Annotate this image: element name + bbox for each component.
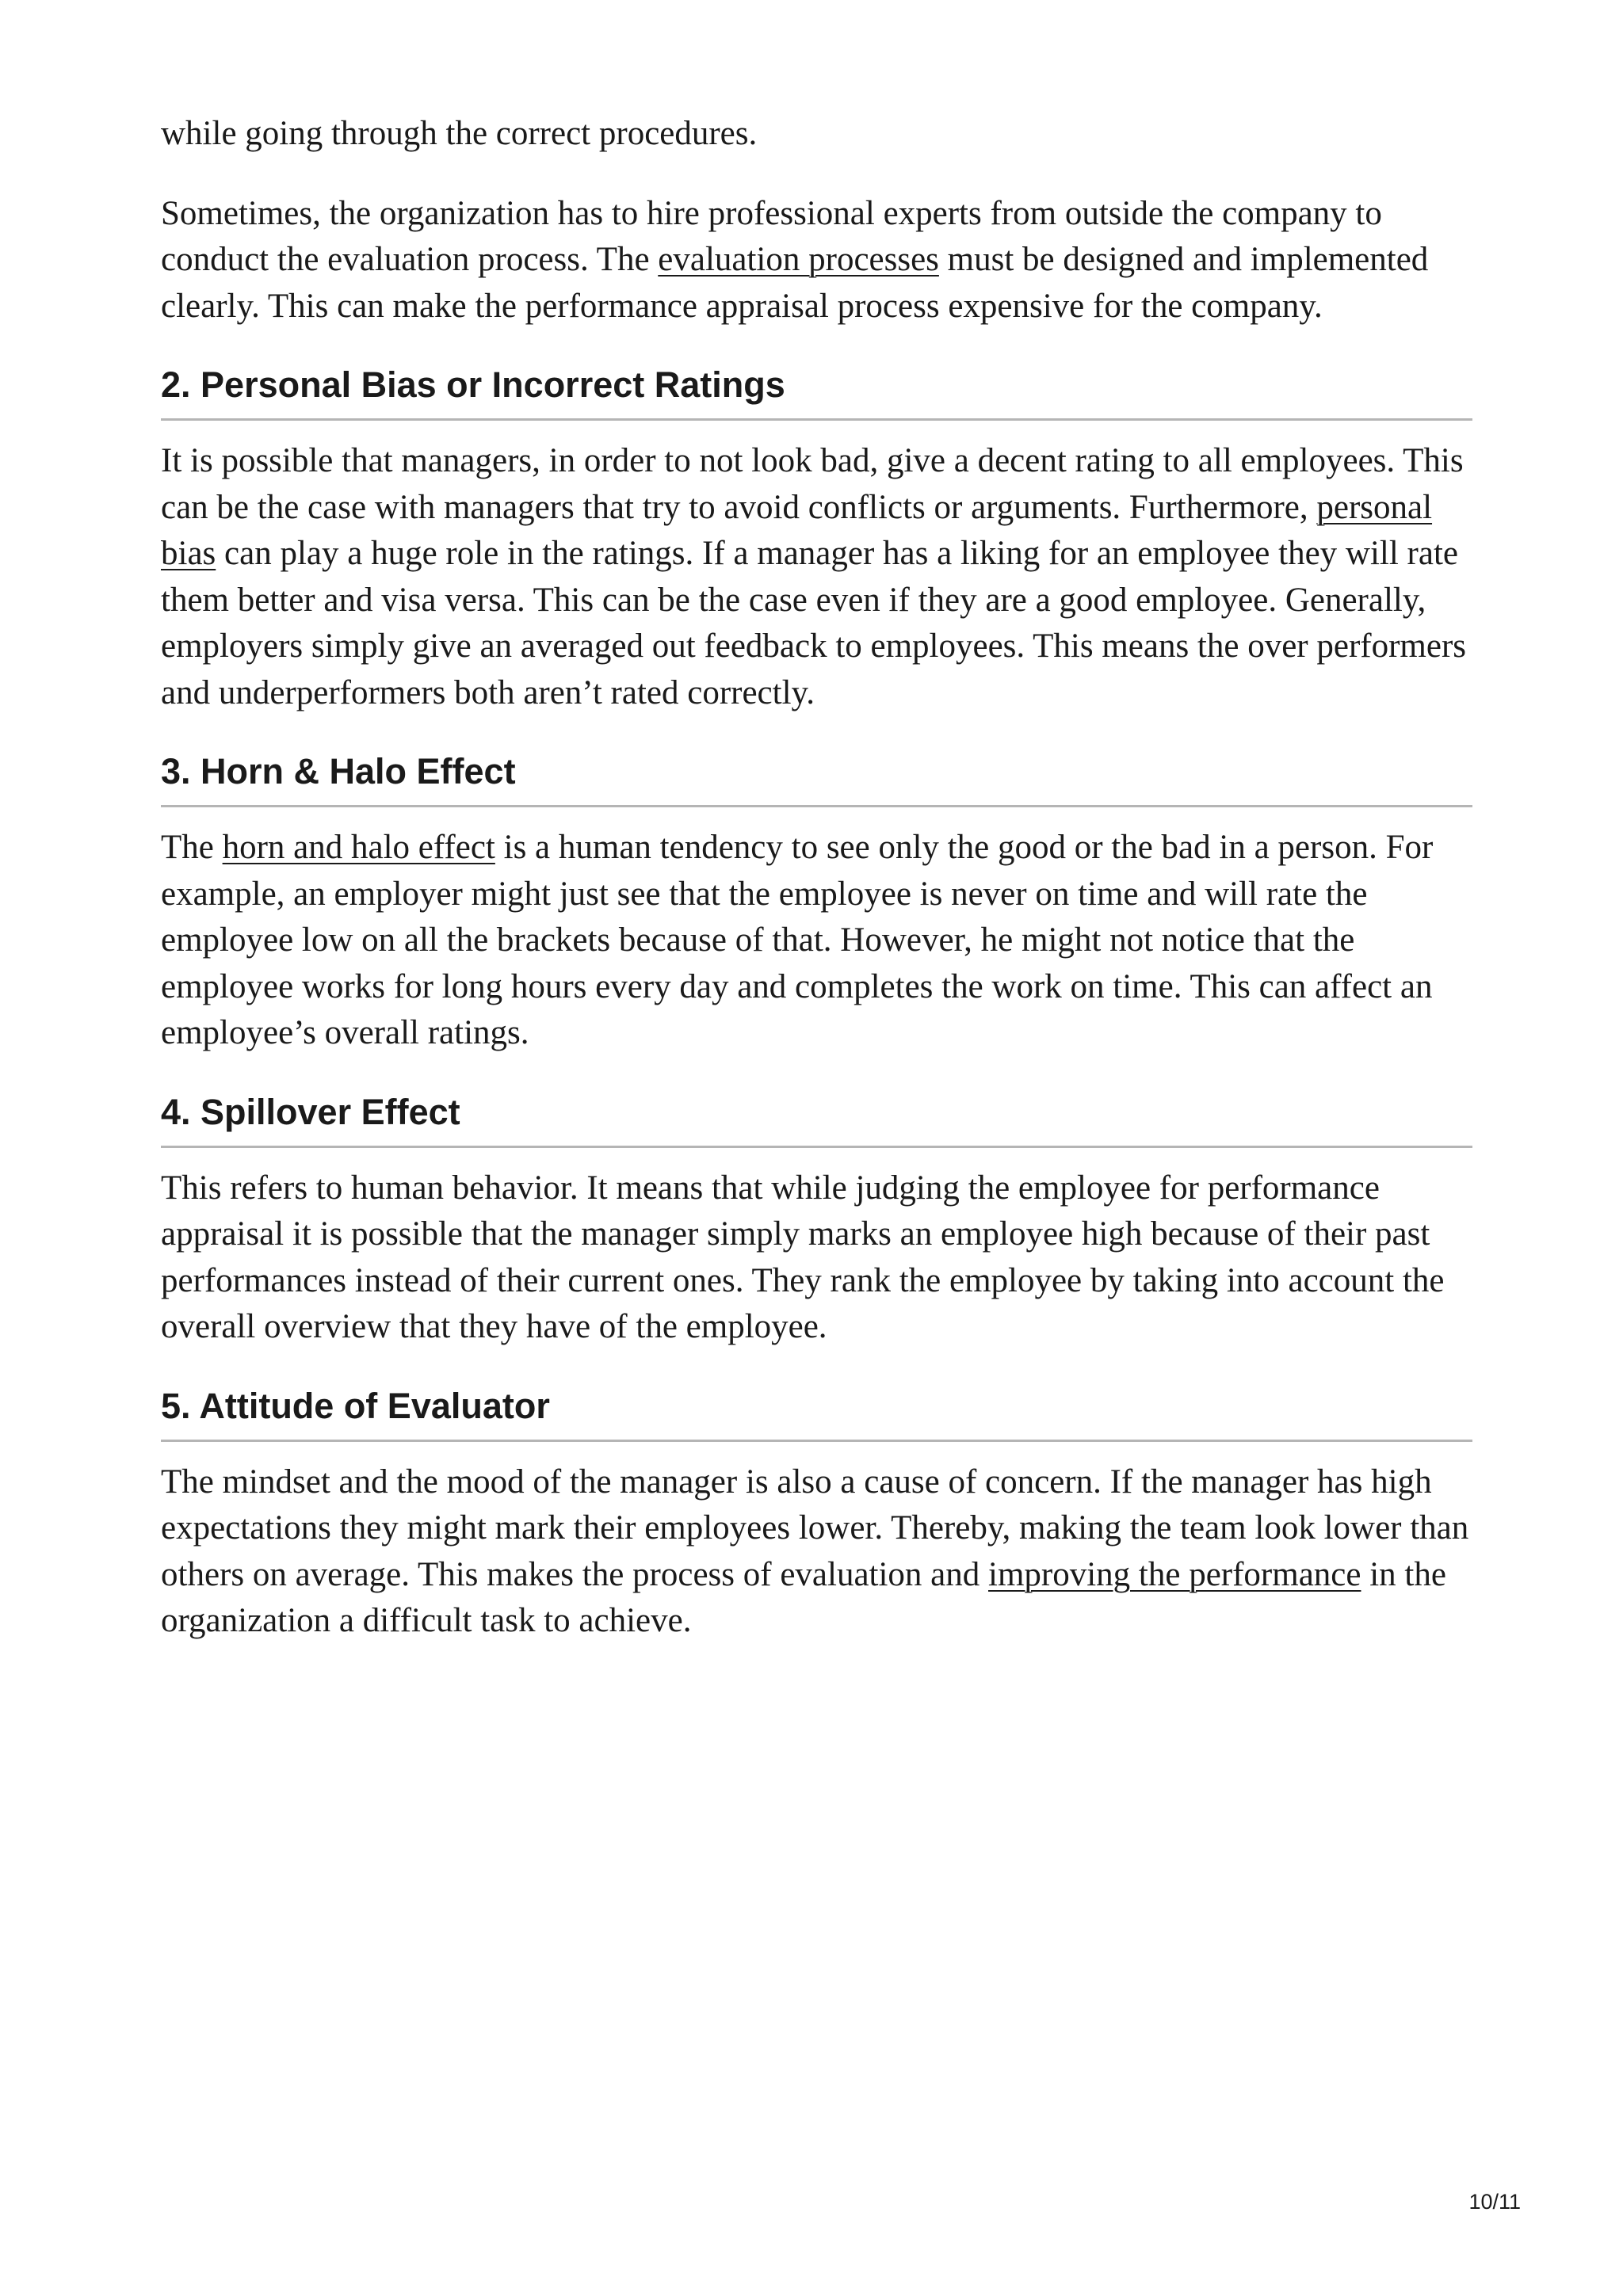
paragraph-horn-halo — [161, 825, 1472, 1057]
section-heading-attitude: 5. Attitude of Evaluator — [161, 1384, 1472, 1442]
paragraph-text: is a human tendency to see only the good or the bad in a person. For example, an employer might just see that the employee is never on time and will rate the employee low on all the brackets because of that. However, he might not notice that the employee works for long hours every day and completes the work on time. This can affect an employee’s overall ratings. — [161, 829, 1434, 1051]
link-personal-bias[interactable]: personal bias — [161, 488, 1433, 572]
link-improving-the-performance[interactable]: improving the performance — [988, 1555, 1361, 1593]
paragraph-text: can play a huge role in the ratings. If a manager has a liking for an employee they will rate them better and visa versa. This can be the case even if they are a good employee. Generally, employers simply give an averaged out feedback to employees. This means the over performers and underperformers both aren’t rated correctly. — [161, 535, 1466, 711]
paragraph-text: Sometimes, the organization has to hire professional experts from outside the company to conduct the evaluation process. The — [161, 194, 1382, 278]
paragraph-text: in the organization a difficult task to achieve. — [161, 1555, 1446, 1639]
link-evaluation-processes[interactable]: evaluation processes — [658, 241, 939, 278]
paragraph-text: The — [161, 829, 223, 866]
paragraph-text: It is possible that managers, in order to not look bad, give a decent rating to all employees. This can be the case with managers that try to avoid conflicts or arguments. Furthermore, — [161, 442, 1464, 526]
paragraph-text: The mindset and the mood of the manager is also a cause of concern. If the manager has high expectations they might mark their employees lower. Thereby, making the team look lower than others on average. This makes the process of evaluation and — [161, 1463, 1469, 1593]
paragraph-text: This refers to human behavior. It means that while judging the employee for performance appraisal it is possible that the manager simply marks an employee high because of their past performances instead of their current ones. They rank the employee by taking into account the overall overview that they have of the employee. — [161, 1169, 1445, 1345]
paragraph-spillover — [161, 1165, 1472, 1351]
paragraph-continuation — [161, 111, 1472, 158]
paragraph-attitude — [161, 1459, 1472, 1645]
page-number: 10/11 — [1468, 2190, 1521, 2214]
section-heading-personal-bias: 2. Personal Bias or Incorrect Ratings — [161, 363, 1472, 421]
document-page — [161, 111, 1472, 1678]
paragraph-outside-experts — [161, 191, 1472, 330]
section-heading-horn-halo: 3. Horn & Halo Effect — [161, 749, 1472, 807]
paragraph-personal-bias — [161, 438, 1472, 716]
link-horn-and-halo-effect[interactable]: horn and halo effect — [222, 829, 495, 866]
paragraph-text: while going through the correct procedures. — [161, 115, 758, 152]
paragraph-text: must be designed and implemented clearly. This can make the performance appraisal process expensive for the company. — [161, 241, 1429, 325]
section-heading-spillover: 4. Spillover Effect — [161, 1090, 1472, 1148]
